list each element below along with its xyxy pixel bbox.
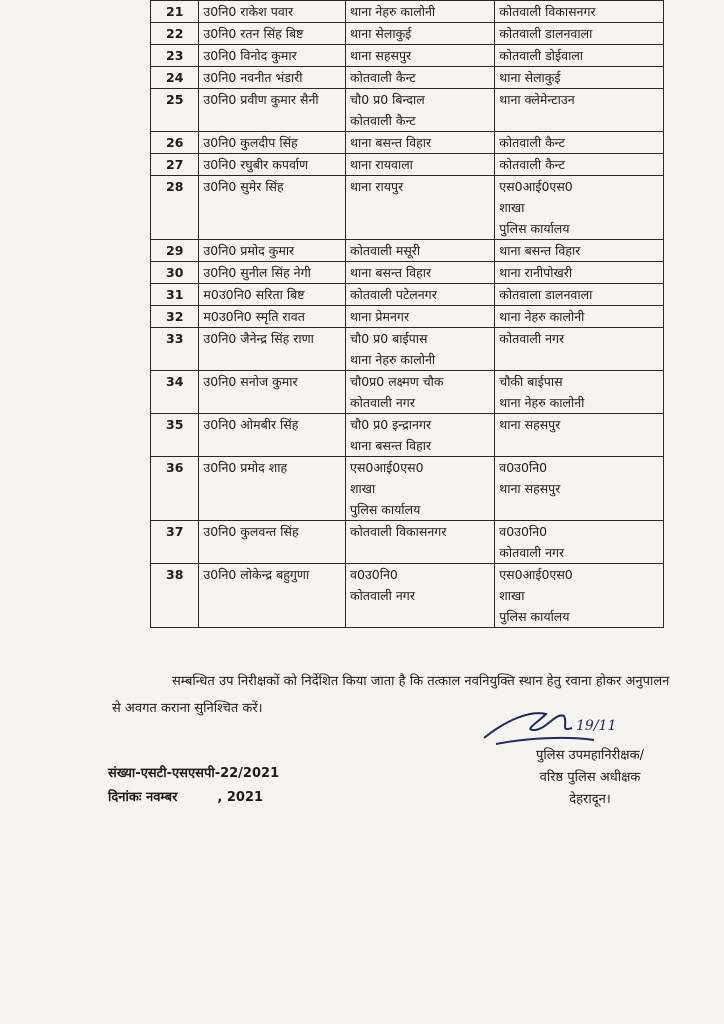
serial-number: 28 bbox=[151, 176, 199, 240]
officer-name: उ0नि0 रतन सिंह बिष्ट bbox=[199, 23, 346, 45]
table-row bbox=[151, 23, 664, 45]
serial-number: 36 bbox=[151, 457, 199, 521]
new-posting bbox=[495, 328, 664, 371]
current-posting-line: कोतवाली कैन्ट bbox=[350, 70, 416, 85]
new-posting bbox=[495, 284, 664, 306]
table-row bbox=[151, 1, 664, 23]
serial-number: 24 bbox=[151, 67, 199, 89]
table-row bbox=[151, 67, 664, 89]
serial-number: 31 bbox=[151, 284, 199, 306]
current-posting bbox=[346, 23, 495, 45]
current-posting bbox=[346, 564, 495, 628]
officer-name: उ0नि0 नवनीत भंडारी bbox=[199, 67, 346, 89]
officer-name: उ0नि0 जैनेन्द्र सिंह राणा bbox=[199, 328, 346, 371]
officer-name: उ0नि0 प्रवीण कुमार सैनी bbox=[199, 89, 346, 132]
new-posting-line: कोतवाली नगर bbox=[499, 545, 565, 560]
transfer-table-body bbox=[151, 1, 664, 628]
current-posting-line: थाना प्रेमनगर bbox=[350, 309, 410, 324]
new-posting-line: एस0आई0एस0 शाखा bbox=[499, 179, 573, 215]
new-posting-line: थाना नेहरु कालोनी bbox=[499, 395, 585, 410]
signature-designation-2: वरिष्ठ पुलिस अधीक्षक bbox=[539, 770, 641, 785]
signature-date: 19/11 bbox=[576, 718, 617, 734]
signature-block bbox=[500, 745, 680, 811]
new-posting bbox=[495, 371, 664, 414]
new-posting-line: थाना बसन्त विहार bbox=[499, 243, 581, 258]
serial-number: 23 bbox=[151, 45, 199, 67]
serial-number: 27 bbox=[151, 154, 199, 176]
serial-number: 32 bbox=[151, 306, 199, 328]
officer-name: उ0नि0 प्रमोद कुमार bbox=[199, 240, 346, 262]
current-posting bbox=[346, 262, 495, 284]
current-posting bbox=[346, 328, 495, 371]
serial-number: 37 bbox=[151, 521, 199, 564]
current-posting bbox=[346, 284, 495, 306]
new-posting-line: थाना सहसपुर bbox=[499, 481, 561, 496]
new-posting-line: थाना सेलाकुई bbox=[499, 70, 561, 85]
officer-name: उ0नि0 सनोज कुमार bbox=[199, 371, 346, 414]
current-posting-line: कोतवाली नगर bbox=[350, 395, 415, 410]
new-posting bbox=[495, 262, 664, 284]
current-posting bbox=[346, 45, 495, 67]
new-posting-line: थाना रानीपोखरी bbox=[499, 265, 573, 280]
current-posting-line: थाना रायवाला bbox=[350, 157, 413, 172]
signature-image bbox=[476, 700, 626, 750]
new-posting bbox=[495, 176, 664, 240]
current-posting bbox=[346, 457, 495, 521]
current-posting-line: थाना बसन्त विहार bbox=[350, 438, 432, 453]
new-posting bbox=[495, 23, 664, 45]
current-posting-line: थाना नेहरु कालोनी bbox=[350, 4, 436, 19]
new-posting-line: थाना सहसपुर bbox=[499, 417, 561, 432]
current-posting bbox=[346, 414, 495, 457]
current-posting-line: चौ0 प्र0 बिन्दाल bbox=[350, 92, 425, 107]
serial-number: 33 bbox=[151, 328, 199, 371]
new-posting bbox=[495, 457, 664, 521]
table-row bbox=[151, 414, 664, 457]
officer-name: उ0नि0 कुलवन्त सिंह bbox=[199, 521, 346, 564]
table-row bbox=[151, 45, 664, 67]
table-row bbox=[151, 132, 664, 154]
current-posting-line: थाना नेहरु कालोनी bbox=[350, 352, 436, 367]
new-posting-line: चौकी बाईपास bbox=[499, 374, 563, 389]
serial-number: 29 bbox=[151, 240, 199, 262]
table-row bbox=[151, 154, 664, 176]
new-posting bbox=[495, 414, 664, 457]
serial-number: 26 bbox=[151, 132, 199, 154]
serial-number: 34 bbox=[151, 371, 199, 414]
current-posting-line: थाना सेलाकुई bbox=[350, 26, 412, 41]
new-posting bbox=[495, 521, 664, 564]
current-posting bbox=[346, 132, 495, 154]
new-posting-line: थाना क्लेमेन्टाउन bbox=[499, 92, 575, 107]
current-posting bbox=[346, 306, 495, 328]
officer-name: उ0नि0 प्रमोद शाह bbox=[199, 457, 346, 521]
current-posting-line: थाना बसन्त विहार bbox=[350, 265, 432, 280]
new-posting-line: व0उ0नि0 bbox=[499, 460, 548, 475]
table-row bbox=[151, 240, 664, 262]
new-posting bbox=[495, 132, 664, 154]
new-posting-line: थाना नेहरु कालोनी bbox=[499, 309, 585, 324]
new-posting-line: कोतवाली कैन्ट bbox=[499, 157, 565, 172]
table-row bbox=[151, 306, 664, 328]
new-posting bbox=[495, 67, 664, 89]
current-posting-line: व0उ0नि0 bbox=[350, 567, 398, 582]
signature-location: देहरादून। bbox=[569, 792, 611, 807]
reference-block bbox=[108, 762, 408, 810]
new-posting bbox=[495, 45, 664, 67]
new-posting bbox=[495, 306, 664, 328]
current-posting bbox=[346, 176, 495, 240]
reference-number: संख्या-एसटी-एसएसपी-22/2021 bbox=[108, 766, 280, 781]
current-posting-line: कोतवाली नगर bbox=[350, 588, 415, 603]
new-posting bbox=[495, 154, 664, 176]
new-posting bbox=[495, 1, 664, 23]
table-row bbox=[151, 521, 664, 564]
officer-name: उ0नि0 सुमेर सिंह bbox=[199, 176, 346, 240]
officer-name: उ0नि0 रघुबीर कपर्वाण bbox=[199, 154, 346, 176]
current-posting-line: कोतवाली मसूरी bbox=[350, 243, 421, 258]
table-row bbox=[151, 262, 664, 284]
reference-date bbox=[108, 786, 408, 810]
serial-number: 35 bbox=[151, 414, 199, 457]
officer-name: उ0नि0 लोकेन्द्र बहुगुणा bbox=[199, 564, 346, 628]
reference-date-year: , 2021 bbox=[217, 790, 264, 805]
new-posting bbox=[495, 89, 664, 132]
new-posting-line: कोतवाली नगर bbox=[499, 331, 565, 346]
table-row bbox=[151, 176, 664, 240]
reference-date-prefix: दिनांकः नवम्बर bbox=[108, 790, 178, 805]
new-posting-line: व0उ0नि0 bbox=[499, 524, 548, 539]
serial-number: 25 bbox=[151, 89, 199, 132]
table-row bbox=[151, 371, 664, 414]
transfer-table bbox=[150, 0, 664, 628]
new-posting bbox=[495, 564, 664, 628]
officer-name: उ0नि0 राकेश पवार bbox=[199, 1, 346, 23]
new-posting-line: एस0आई0एस0 शाखा bbox=[499, 567, 573, 603]
serial-number: 22 bbox=[151, 23, 199, 45]
current-posting bbox=[346, 371, 495, 414]
new-posting-line: कोतवाली डालनवाला bbox=[499, 26, 593, 41]
current-posting-line: थाना सहसपुर bbox=[350, 48, 412, 63]
table-row bbox=[151, 328, 664, 371]
new-posting-line: पुलिस कार्यालय bbox=[499, 221, 570, 236]
officer-name: उ0नि0 विनोद कुमार bbox=[199, 45, 346, 67]
current-posting-line: कोतवाली विकासनगर bbox=[350, 524, 447, 539]
officer-name: उ0नि0 ओमबीर सिंह bbox=[199, 414, 346, 457]
serial-number: 38 bbox=[151, 564, 199, 628]
current-posting-line: पुलिस कार्यालय bbox=[350, 502, 421, 517]
current-posting bbox=[346, 89, 495, 132]
table-row bbox=[151, 284, 664, 306]
officer-name: उ0नि0 कुलदीप सिंह bbox=[199, 132, 346, 154]
officer-name: म0उ0नि0 स्मृति रावत bbox=[199, 306, 346, 328]
table-row bbox=[151, 457, 664, 521]
current-posting-line: चौ0 प्र0 इन्द्रानगर bbox=[350, 417, 432, 432]
current-posting bbox=[346, 1, 495, 23]
current-posting bbox=[346, 67, 495, 89]
current-posting bbox=[346, 154, 495, 176]
officer-name: उ0नि0 सुनील सिंह नेगी bbox=[199, 262, 346, 284]
current-posting-line: कोतवाली कैन्ट bbox=[350, 113, 416, 128]
new-posting-line: कोतवाला डालनवाला bbox=[499, 287, 593, 302]
new-posting-line: कोतवाली विकासनगर bbox=[499, 4, 596, 19]
new-posting-line: कोतवाली डोईवाला bbox=[499, 48, 584, 63]
current-posting bbox=[346, 521, 495, 564]
current-posting-line: एस0आई0एस0 शाखा bbox=[350, 460, 424, 496]
current-posting-line: चौ0 प्र0 बाईपास bbox=[350, 331, 428, 346]
current-posting-line: थाना बसन्त विहार bbox=[350, 135, 432, 150]
table-row bbox=[151, 564, 664, 628]
current-posting bbox=[346, 240, 495, 262]
new-posting-line: पुलिस कार्यालय bbox=[499, 609, 570, 624]
instruction-paragraph: सम्बन्धित उप निरीक्षकों को निर्देशित किया जाता है कि तत्काल नवनियुक्ति स्थान हेतु रवाना होकर अनुपालन से अवगत कराना सुनिश्चित करें। bbox=[112, 674, 670, 716]
current-posting-line: कोतवाली पटेलनगर bbox=[350, 287, 437, 302]
current-posting-line: थाना रायपुर bbox=[350, 179, 404, 194]
serial-number: 21 bbox=[151, 1, 199, 23]
serial-number: 30 bbox=[151, 262, 199, 284]
signature-designation-1: पुलिस उपमहानिरीक्षक/ bbox=[536, 748, 644, 763]
new-posting bbox=[495, 240, 664, 262]
current-posting-line: चौ0प्र0 लक्ष्मण चौक bbox=[350, 374, 444, 389]
new-posting-line: कोतवाली कैन्ट bbox=[499, 135, 565, 150]
table-row bbox=[151, 89, 664, 132]
officer-name: म0उ0नि0 सरिता बिष्ट bbox=[199, 284, 346, 306]
